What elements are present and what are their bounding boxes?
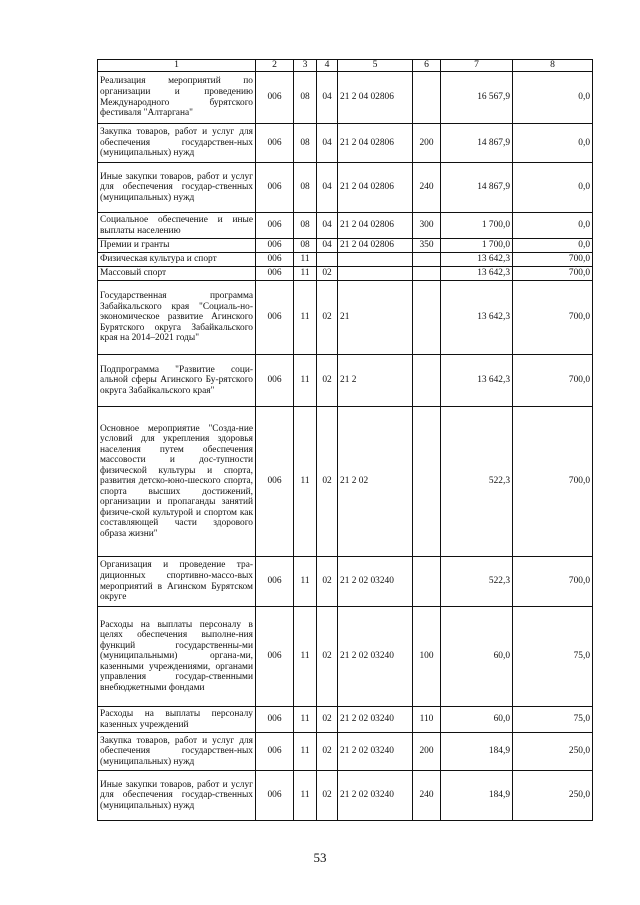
cell-ministry-code: 006 bbox=[256, 355, 294, 407]
column-header: 5 bbox=[338, 60, 413, 72]
cell-subsection: 04 bbox=[317, 213, 338, 239]
cell-amount: 13 642,3 bbox=[441, 281, 513, 355]
cell-expense-type bbox=[413, 557, 441, 607]
cell-ministry-code: 006 bbox=[256, 407, 294, 557]
cell-section: 11 bbox=[294, 557, 317, 607]
cell-section: 11 bbox=[294, 407, 317, 557]
column-header: 4 bbox=[317, 60, 338, 72]
cell-target-article: 21 2 04 02806 bbox=[338, 124, 413, 163]
cell-section: 08 bbox=[294, 72, 317, 124]
cell-amount: 14 867,9 bbox=[441, 124, 513, 163]
cell-amount-2: 700,0 bbox=[513, 407, 593, 557]
cell-section: 11 bbox=[294, 733, 317, 771]
table-header-row bbox=[98, 60, 593, 72]
cell-ministry-code: 006 bbox=[256, 281, 294, 355]
cell-ministry-code: 006 bbox=[256, 239, 294, 253]
cell-subsection: 02 bbox=[317, 771, 338, 821]
cell-amount-2: 0,0 bbox=[513, 124, 593, 163]
cell-expense-type: 200 bbox=[413, 124, 441, 163]
cell-amount-2: 75,0 bbox=[513, 607, 593, 707]
table-row bbox=[98, 407, 593, 557]
cell-ministry-code: 006 bbox=[256, 213, 294, 239]
cell-section: 11 bbox=[294, 355, 317, 407]
table-row bbox=[98, 239, 593, 253]
cell-target-article: 21 2 04 02806 bbox=[338, 163, 413, 213]
cell-amount-2: 0,0 bbox=[513, 239, 593, 253]
cell-expense-type bbox=[413, 253, 441, 267]
cell-subsection: 02 bbox=[317, 733, 338, 771]
cell-section: 11 bbox=[294, 607, 317, 707]
column-header: 2 bbox=[256, 60, 294, 72]
cell-amount-2: 0,0 bbox=[513, 72, 593, 124]
table-row bbox=[98, 707, 593, 733]
cell-subsection: 02 bbox=[317, 607, 338, 707]
cell-amount: 184,9 bbox=[441, 771, 513, 821]
cell-expense-type bbox=[413, 281, 441, 355]
cell-ministry-code: 006 bbox=[256, 557, 294, 607]
cell-amount: 13 642,3 bbox=[441, 267, 513, 281]
cell-target-article: 21 2 04 02806 bbox=[338, 72, 413, 124]
cell-ministry-code: 006 bbox=[256, 733, 294, 771]
row-name: Закупка товаров, работ и услуг для обеспечения государствен-ных (муниципальных) нужд bbox=[98, 733, 256, 771]
cell-expense-type: 350 bbox=[413, 239, 441, 253]
cell-section: 11 bbox=[294, 253, 317, 267]
cell-amount: 184,9 bbox=[441, 733, 513, 771]
cell-subsection: 04 bbox=[317, 239, 338, 253]
cell-amount: 13 642,3 bbox=[441, 253, 513, 267]
cell-subsection: 02 bbox=[317, 557, 338, 607]
cell-subsection: 02 bbox=[317, 707, 338, 733]
cell-subsection: 04 bbox=[317, 124, 338, 163]
cell-expense-type: 240 bbox=[413, 771, 441, 821]
column-header: 1 bbox=[98, 60, 256, 72]
cell-ministry-code: 006 bbox=[256, 124, 294, 163]
row-name: Физическая культура и спорт bbox=[98, 253, 256, 267]
table-row bbox=[98, 253, 593, 267]
cell-target-article: 21 2 02 03240 bbox=[338, 607, 413, 707]
cell-section: 11 bbox=[294, 707, 317, 733]
table-row bbox=[98, 213, 593, 239]
cell-expense-type: 110 bbox=[413, 707, 441, 733]
row-name: Государственная программа Забайкальского края "Социаль-но-экономическое развитие Агинского Бурятского округа Забайкальского края на 2014–2021 годы" bbox=[98, 281, 256, 355]
cell-ministry-code: 006 bbox=[256, 267, 294, 281]
cell-amount-2: 250,0 bbox=[513, 771, 593, 821]
cell-amount: 14 867,9 bbox=[441, 163, 513, 213]
cell-subsection: 02 bbox=[317, 355, 338, 407]
cell-section: 11 bbox=[294, 771, 317, 821]
cell-section: 11 bbox=[294, 281, 317, 355]
cell-amount-2: 700,0 bbox=[513, 355, 593, 407]
cell-target-article: 21 2 04 02806 bbox=[338, 239, 413, 253]
cell-amount: 522,3 bbox=[441, 407, 513, 557]
cell-target-article bbox=[338, 267, 413, 281]
cell-expense-type bbox=[413, 407, 441, 557]
row-name: Основное мероприятие "Созда-ние условий для укрепления здоровья населения путем обеспечения массовости и дос-тупности физической культуры и спорта, развития детско-юно-шеского спорта, спорта высших достижений, организации и пропаганды занятий физиче-ской культурой и спортом как составляющей части здорового образа жизни" bbox=[98, 407, 256, 557]
cell-target-article: 21 2 02 03240 bbox=[338, 707, 413, 733]
table-row bbox=[98, 267, 593, 281]
column-header: 3 bbox=[294, 60, 317, 72]
cell-section: 11 bbox=[294, 267, 317, 281]
cell-expense-type: 100 bbox=[413, 607, 441, 707]
cell-ministry-code: 006 bbox=[256, 253, 294, 267]
row-name: Расходы на выплаты персоналу казенных учреждений bbox=[98, 707, 256, 733]
row-name: Иные закупки товаров, работ и услуг для обеспечения государ-ственных (муниципальных) нужд bbox=[98, 771, 256, 821]
cell-amount-2: 700,0 bbox=[513, 253, 593, 267]
cell-amount: 16 567,9 bbox=[441, 72, 513, 124]
cell-expense-type: 200 bbox=[413, 733, 441, 771]
cell-expense-type bbox=[413, 72, 441, 124]
table-row bbox=[98, 72, 593, 124]
table-row bbox=[98, 355, 593, 407]
cell-subsection: 04 bbox=[317, 72, 338, 124]
cell-subsection: 04 bbox=[317, 163, 338, 213]
column-header: 7 bbox=[441, 60, 513, 72]
cell-amount-2: 0,0 bbox=[513, 213, 593, 239]
cell-target-article: 21 2 02 bbox=[338, 407, 413, 557]
table-row bbox=[98, 607, 593, 707]
cell-subsection bbox=[317, 253, 338, 267]
cell-target-article: 21 2 bbox=[338, 355, 413, 407]
cell-subsection: 02 bbox=[317, 267, 338, 281]
cell-subsection: 02 bbox=[317, 407, 338, 557]
cell-amount-2: 700,0 bbox=[513, 281, 593, 355]
cell-section: 08 bbox=[294, 213, 317, 239]
cell-amount: 60,0 bbox=[441, 707, 513, 733]
table-row bbox=[98, 124, 593, 163]
row-name: Премии и гранты bbox=[98, 239, 256, 253]
budget-table bbox=[97, 59, 593, 821]
page-number: 53 bbox=[313, 850, 327, 865]
cell-subsection: 02 bbox=[317, 281, 338, 355]
row-name: Социальное обеспечение и иные выплаты населению bbox=[98, 213, 256, 239]
row-name: Расходы на выплаты персоналу в целях обеспечения выполне-ния функций государственны-ми (муниципальными) органа-ми, казенными учреждениями, органами управления государ-ственными внебюджетными фондами bbox=[98, 607, 256, 707]
cell-ministry-code: 006 bbox=[256, 607, 294, 707]
column-header: 8 bbox=[513, 60, 593, 72]
cell-section: 08 bbox=[294, 239, 317, 253]
table-row bbox=[98, 281, 593, 355]
cell-amount: 60,0 bbox=[441, 607, 513, 707]
row-name: Иные закупки товаров, работ и услуг для обеспечения государ-ственных (муниципальных) нужд bbox=[98, 163, 256, 213]
row-name: Закупка товаров, работ и услуг для обеспечения государствен-ных (муниципальных) нужд bbox=[98, 124, 256, 163]
cell-amount: 522,3 bbox=[441, 557, 513, 607]
cell-amount-2: 0,0 bbox=[513, 163, 593, 213]
cell-ministry-code: 006 bbox=[256, 163, 294, 213]
cell-expense-type bbox=[413, 267, 441, 281]
cell-amount-2: 700,0 bbox=[513, 557, 593, 607]
cell-expense-type bbox=[413, 355, 441, 407]
cell-expense-type: 300 bbox=[413, 213, 441, 239]
cell-target-article bbox=[338, 253, 413, 267]
cell-ministry-code: 006 bbox=[256, 72, 294, 124]
cell-amount: 13 642,3 bbox=[441, 355, 513, 407]
column-header: 6 bbox=[413, 60, 441, 72]
cell-target-article: 21 2 02 03240 bbox=[338, 771, 413, 821]
cell-ministry-code: 006 bbox=[256, 771, 294, 821]
table-row bbox=[98, 733, 593, 771]
cell-expense-type: 240 bbox=[413, 163, 441, 213]
table-row bbox=[98, 557, 593, 607]
cell-amount: 1 700,0 bbox=[441, 239, 513, 253]
row-name: Организация и проведение тра-диционных спортивно-массо-вых мероприятий в Агинском Бурятском округе bbox=[98, 557, 256, 607]
cell-target-article: 21 2 02 03240 bbox=[338, 733, 413, 771]
row-name: Массовый спорт bbox=[98, 267, 256, 281]
cell-target-article: 21 2 04 02806 bbox=[338, 213, 413, 239]
table-row bbox=[98, 771, 593, 821]
cell-amount-2: 700,0 bbox=[513, 267, 593, 281]
row-name: Реализация мероприятий по организации и проведению Международного бурятского фестиваля "Алтаргана" bbox=[98, 72, 256, 124]
cell-amount-2: 75,0 bbox=[513, 707, 593, 733]
cell-target-article: 21 bbox=[338, 281, 413, 355]
cell-ministry-code: 006 bbox=[256, 707, 294, 733]
table-row bbox=[98, 163, 593, 213]
row-name: Подпрограмма "Развитие соци-альной сферы Агинского Бу-рятского округа Забайкальского края" bbox=[98, 355, 256, 407]
cell-section: 08 bbox=[294, 124, 317, 163]
cell-amount-2: 250,0 bbox=[513, 733, 593, 771]
cell-amount: 1 700,0 bbox=[441, 213, 513, 239]
cell-target-article: 21 2 02 03240 bbox=[338, 557, 413, 607]
cell-section: 08 bbox=[294, 163, 317, 213]
